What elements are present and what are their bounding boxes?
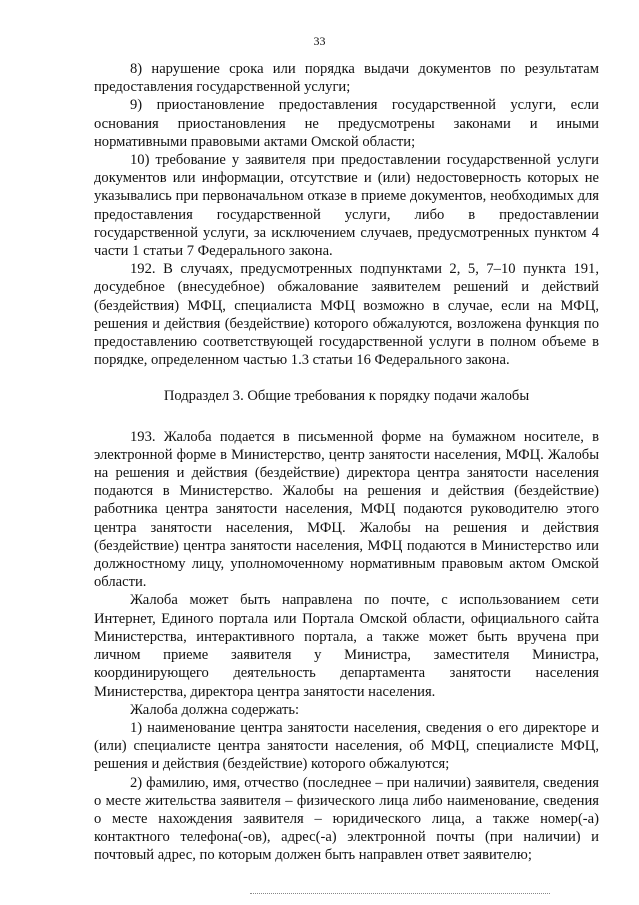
- document-body: [94, 60, 599, 865]
- section-title: Подраздел 3. Общие требования к порядку подачи жалобы: [163, 388, 530, 405]
- paragraph-item-8: 8) нарушение срока или порядка выдачи документов по результатам предоставления государственной услуги;: [94, 61, 599, 96]
- scan-edge-line: [250, 893, 550, 895]
- paragraph-192: 192. В случаях, предусмотренных подпунктами 2, 5, 7–10 пункта 191, досудебное (внесудебное) обжалование заявителем решений и действий (бездействия) МФЦ, специалиста МФЦ возможно в случае, если на МФЦ, решения и действия (бездействие) которого обжалуются, возложена функция по предоставлению соответствующей государственной услуги в полном объеме в порядке, определенном частью 1.3 статьи 16 Федерального закона.: [94, 261, 599, 369]
- page-number: 33: [313, 34, 326, 48]
- paragraph-contents-intro: Жалоба должна содержать:: [130, 701, 300, 718]
- paragraph-contents-2: 2) фамилию, имя, отчество (последнее – при наличии) заявителя, сведения о месте жительства заявителя – физического лица либо наименование, сведения о месте нахождения заявителя – юридического лица, а также номер(-а) контактного телефона(-ов), адрес(-а) электронной почты (при наличии) и почтовый адрес, по которым должен быть направлен ответ заявителю;: [94, 774, 599, 864]
- paragraph-item-9: 9) приостановление предоставления государственной услуги, если основания приостановления не предусмотрены законами и иными нормативными правовыми актами Омской области;: [94, 97, 599, 150]
- paragraph-contents-1: 1) наименование центра занятости населения, сведения о его директоре и (или) специалисте центра занятости населения, об МФЦ, специалисте МФЦ, решения и действия (бездействие) которого обжалуются;: [94, 719, 599, 773]
- paragraph-193: 193. Жалоба подается в письменной форме на бумажном носителе, в электронной форме в Министерство, центр занятости населения, МФЦ. Жалобы на решения и действия (бездействие) директора центра занятости населения подаются в Министерство. Жалобы на решения и действия (бездействие) работника центра занятости населения, МФЦ подаются руководителю этого центра занятости населения, МФЦ. Жалобы на решения и действия (бездействие) центра занятости населения, МФЦ подаются в Министерство или должностному лицу, уполномоченному нормативным правовым актом Омской области.: [94, 428, 599, 591]
- paragraph-item-10: 10) требование у заявителя при предоставлении государственной услуги документов или информации, отсутствие и (или) недостоверность которых не указывались при первоначальном отказе в приеме документов, необходимых для предоставления государственной услуги, либо в предоставлении государственной услуги, за исключением случаев, предусмотренных пунктом 4 части 1 статьи 7 Федерального закона.: [94, 152, 599, 260]
- paragraph-delivery: Жалоба может быть направлена по почте, с использованием сети Интернет, Единого портала или Портала Омской области, официального сайта Министерства, интерактивного портала, а также может быть вручена при личном приеме заявителя у Министра, заместителя Министра, координирующего деятельность департамента занятости населения Министерства, директора центра занятости населения.: [94, 592, 599, 700]
